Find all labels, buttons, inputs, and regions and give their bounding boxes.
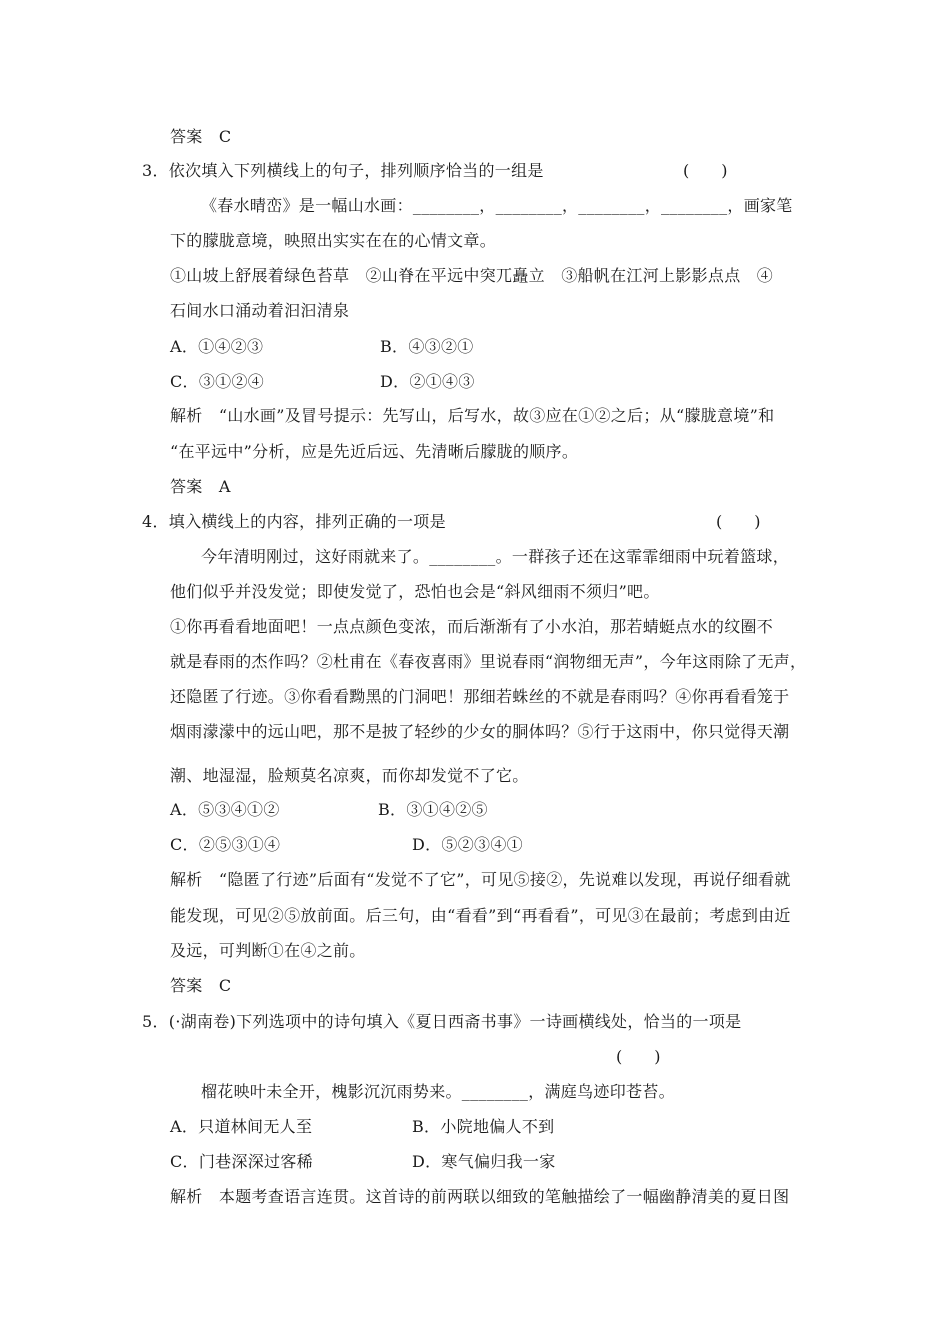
q4-items-line-2: 就是春雨的杰作吗？②杜甫在《春夜喜雨》里说春雨“润物细无声”，今年这雨除了无声， [170, 652, 807, 671]
q4-analysis-line-2: 能发现，可见②⑤放前面。后三句，由“看看”到“再看看”，可见③在最前；考虑到由近 [170, 906, 791, 925]
q3-stem: 3．依次填入下列横线上的句子，排列顺序恰当的一组是 [142, 161, 544, 180]
q5-analysis-line-1: 解析 本题考查语言连贯。这首诗的前两联以细致的笔触描绘了一幅幽静清美的夏日图 [170, 1187, 790, 1206]
q3-passage-line-2: 下的朦胧意境，映照出实实在在的心情文章。 [170, 231, 497, 250]
q4-stem: 4．填入横线上的内容，排列正确的一项是 [142, 512, 446, 531]
q3-analysis-line-1: 解析 “山水画”及冒号提示：先写山，后写水，故③应在①②之后；从“朦胧意境”和 [170, 406, 775, 425]
q3-analysis-line-2: “在平远中”分析，应是先近后远、先清晰后朦胧的顺序。 [170, 442, 579, 461]
q3-option-a: A．①④②③ [170, 337, 264, 356]
q4-items-line-1: ①你再看看地面吧！一点点颜色变浓，而后渐渐有了小水泊，那若蜻蜓点水的纹圈不 [170, 617, 774, 636]
q4-items-line-3: 还隐匿了行迹。③你看看黝黑的门洞吧！那细若蛛丝的不就是春雨吗？④你再看看笼于 [170, 687, 790, 706]
q3-option-b: B．④③②① [380, 337, 474, 356]
q4-option-c: C．②⑤③①④ [170, 835, 281, 854]
q3-option-c: C．③①②④ [170, 372, 265, 391]
q3-answer: 答案 A [170, 477, 231, 496]
q4-analysis-line-3: 及远，可判断①在④之前。 [170, 941, 366, 960]
q3-items-line-1: ①山坡上舒展着绿色苔草 ②山脊在平远中突兀矗立 ③船帆在江河上影影点点 ④ [170, 266, 774, 285]
q3-option-d: D．②①④③ [380, 372, 475, 391]
q5-passage: 榴花映叶未全开，槐影沉沉雨势来。________，满庭鸟迹印苍苔。 [201, 1082, 675, 1101]
q3-answer-blank: ( ) [683, 161, 728, 180]
q5-answer-blank: ( ) [616, 1047, 661, 1066]
q5-stem: 5．(·湖南卷)下列选项中的诗句填入《夏日西斋书事》一诗画横线处，恰当的一项是 [142, 1012, 742, 1031]
q5-option-b: B．小院地偏人不到 [412, 1117, 555, 1136]
q4-items-line-5: 潮、地湿湿，脸颊莫名凉爽，而你却发觉不了它。 [170, 766, 529, 785]
q4-answer-blank: ( ) [716, 512, 761, 531]
q3-items-line-2: 石间水口涌动着汩汩清泉 [170, 301, 350, 320]
q4-passage-line-1: 今年清明刚过，这好雨就来了。________。一群孩子还在这霏霏细雨中玩着篮球， [201, 547, 790, 566]
q4-items-line-4: 烟雨濛濛中的远山吧，那不是披了轻纱的少女的胴体吗？⑤行于这雨中，你只觉得天潮 [170, 722, 790, 741]
prev-answer: 答案 C [170, 127, 232, 146]
q4-option-b: B．③①④②⑤ [378, 800, 488, 819]
q4-analysis-line-1: 解析 “隐匿了行迹”后面有“发觉不了它”，可见⑤接②，先说难以发现，再说仔细看就 [170, 870, 791, 889]
q5-option-d: D．寒气偏归我一家 [412, 1152, 556, 1171]
q5-option-a: A．只道林间无人至 [170, 1117, 313, 1136]
q4-answer: 答案 C [170, 976, 232, 995]
q4-option-a: A．⑤③④①② [170, 800, 280, 819]
q5-option-c: C．门巷深深过客稀 [170, 1152, 313, 1171]
q4-option-d: D．⑤②③④① [412, 835, 523, 854]
q4-passage-line-2: 他们似乎并没发觉；即使发觉了，恐怕也会是“斜风细雨不须归”吧。 [170, 582, 660, 601]
q3-passage-line-1: 《春水晴峦》是一幅山水画：________，________，________，________，画家笔 [201, 196, 793, 215]
